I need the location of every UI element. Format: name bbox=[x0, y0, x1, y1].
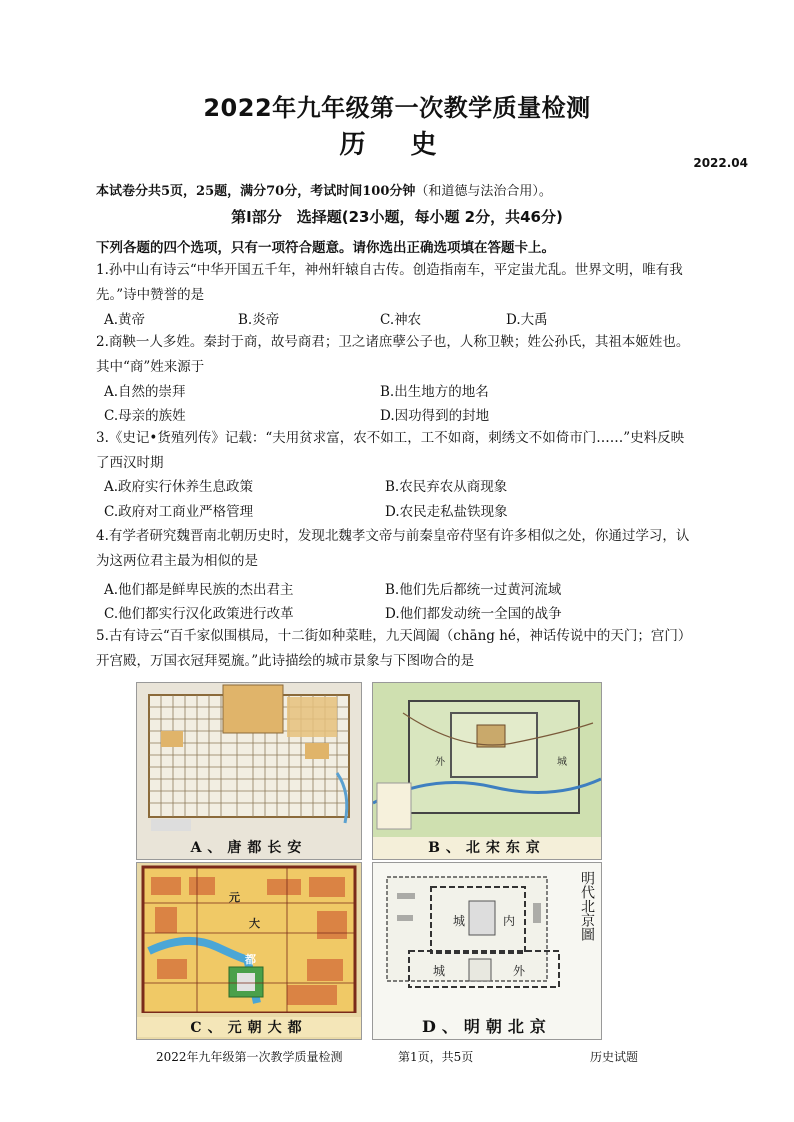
question-line: 其中“商”姓来源于 bbox=[96, 359, 205, 375]
intro-text: 本试卷分共5页，25题，满分70分，考试时间100分钟 bbox=[96, 184, 416, 199]
dadu-label-du: 都 bbox=[245, 953, 256, 966]
option: A.自然的崇拜 bbox=[104, 384, 186, 400]
option: C.神农 bbox=[380, 312, 422, 328]
question-line: 1.孙中山有诗云“中华开国五千年，神州轩辕自古传。创造指南车，平定蚩尤乱。世界文明，唯有我 bbox=[96, 262, 683, 278]
option: A.黄帝 bbox=[104, 312, 146, 328]
question-line: 了西汉时期 bbox=[96, 455, 164, 471]
dadu-label-da: 大 bbox=[249, 917, 260, 930]
option: B.出生地方的地名 bbox=[380, 384, 489, 400]
option: D.农民走私盐铁现象 bbox=[385, 504, 508, 520]
figure-d-ming-beijing-map bbox=[372, 862, 602, 1040]
option: A.他们都是鲜卑民族的杰出君主 bbox=[104, 582, 294, 598]
changan-grid-image bbox=[137, 683, 361, 835]
option: B.农民弃农从商现象 bbox=[385, 479, 508, 495]
subject-title: 历 史 bbox=[339, 130, 455, 160]
section-title: 第Ⅰ部分 选择题(23小题，每小题 2分，共46分) bbox=[231, 208, 563, 226]
figure-c-dadu-map bbox=[136, 862, 362, 1040]
figure-a-caption: A、唐都长安 bbox=[190, 840, 308, 856]
question-line: 3.《史记•货殖列传》记载：“夫用贫求富，农不如工，工不如商，刺绣文不如倚市门……”史料反映 bbox=[96, 430, 685, 446]
dadu-map-image bbox=[137, 863, 361, 1013]
figure-d-caption: D、明朝北京 bbox=[422, 1017, 552, 1036]
ming-label-cheng-1: 城 bbox=[453, 914, 466, 928]
option: D.因功得到的封地 bbox=[380, 408, 490, 424]
question-line: 先。”诗中赞誉的是 bbox=[96, 287, 205, 303]
question-line: 2.商鞅一人多姓。秦封于商，故号商君；卫之诸庶孽公子也，人称卫鞅；姓公孙氏，其祖本姬姓也。 bbox=[96, 334, 690, 350]
exam-date: 2022.04 bbox=[693, 156, 748, 170]
figure-b-dongjing-map bbox=[372, 682, 602, 860]
exam-intro bbox=[96, 180, 552, 199]
footer-left: 2022年九年级第一次教学质量检测 bbox=[156, 1050, 343, 1064]
instructions: 下列各题的四个选项，只有一项符合题意。请你选出正确选项填在答题卡上。 bbox=[96, 240, 555, 256]
page-title: 2022年九年级第一次教学质量检测 bbox=[203, 94, 591, 122]
ming-label-wai: 外 bbox=[513, 964, 526, 978]
option: B.炎帝 bbox=[238, 312, 280, 328]
footer-right: 历史试题 bbox=[590, 1050, 639, 1064]
question-line: 为这两位君主最为相似的是 bbox=[96, 553, 258, 569]
dongjing-label-wai: 外 bbox=[435, 757, 445, 768]
question-line: 5.古有诗云“百千家似围棋局，十二街如种菜畦，九天阊阖（chāng hé，神话传说中的天门；宫门） bbox=[96, 628, 692, 644]
ming-beijing-map-image bbox=[373, 863, 601, 1009]
dongjing-label-cheng: 城 bbox=[557, 757, 567, 768]
option: B.他们先后都统一过黄河流域 bbox=[385, 582, 562, 598]
footer-page-number: 第1页，共5页 bbox=[398, 1050, 474, 1064]
dadu-label-yuan: 元 bbox=[229, 891, 240, 904]
ming-label-nei: 内 bbox=[503, 914, 516, 928]
option: D.大禹 bbox=[506, 312, 548, 328]
dongjing-map-image bbox=[373, 683, 601, 837]
option: C.政府对工商业严格管理 bbox=[104, 504, 254, 520]
ming-map-side-title: 明代北京圖 bbox=[579, 871, 595, 941]
question-5 bbox=[96, 624, 716, 674]
question-line: 4.有学者研究魏晋南北朝历史时，发现北魏孝文帝与前秦皇帝苻坚有许多相似之处，你通过学习，认 bbox=[96, 528, 690, 544]
option: D.他们都发动统一全国的战争 bbox=[385, 606, 562, 622]
ming-label-cheng-2: 城 bbox=[433, 964, 446, 978]
figure-a-changan-map bbox=[136, 682, 362, 860]
option: C.他们都实行汉化政策进行改革 bbox=[104, 606, 294, 622]
question-line: 开宫殿，万国衣冠拜冕旒。”此诗描绘的城市景象与下图吻合的是 bbox=[96, 653, 475, 669]
figure-c-caption: C、元朝大都 bbox=[137, 1017, 361, 1037]
question-4 bbox=[96, 524, 716, 574]
option: C.母亲的族姓 bbox=[104, 408, 186, 424]
option: A.政府实行休养生息政策 bbox=[104, 479, 254, 495]
question-2 bbox=[96, 330, 716, 380]
question-1 bbox=[96, 258, 716, 308]
intro-note: （和道德与法治合用）。 bbox=[415, 184, 552, 199]
question-3 bbox=[96, 426, 716, 476]
figure-b-caption: B、北宋东京 bbox=[428, 840, 546, 856]
